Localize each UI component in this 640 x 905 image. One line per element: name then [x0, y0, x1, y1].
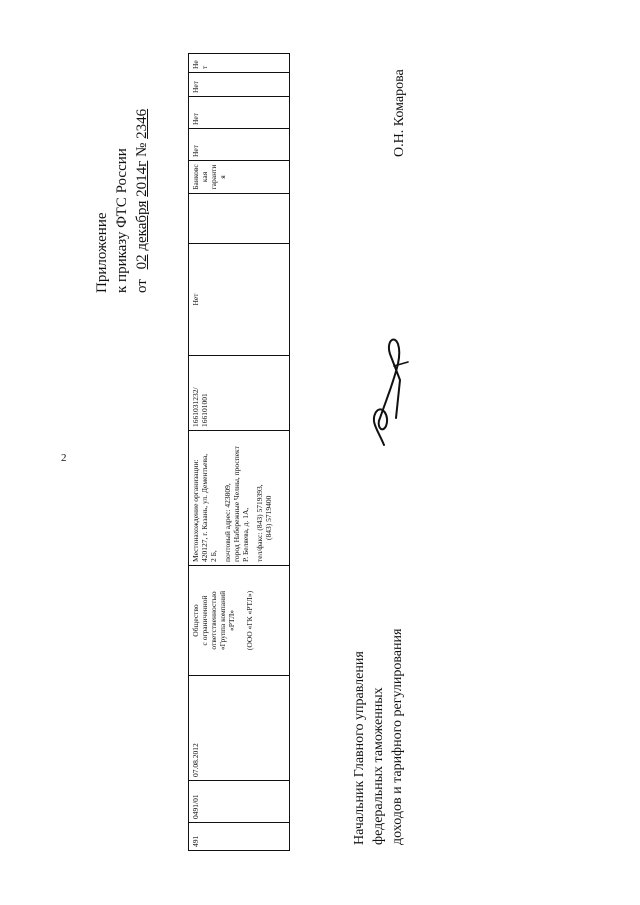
signature-line-3: доходов и тарифного регулирования: [390, 628, 405, 845]
order-number: 2346: [134, 108, 150, 139]
table-row: [189, 54, 290, 851]
cell-organization: Общество с ограниченной ответственностью «Группа компаний «РТЛ» (ООО «ГК «РТЛ»): [189, 566, 290, 676]
signature-block: [350, 629, 407, 845]
date-day: 02: [134, 254, 150, 270]
signature-line-2: федеральных таможенных: [371, 687, 386, 845]
signature-line-1: Начальник Главного управления: [352, 651, 367, 845]
date-year: 2014г: [134, 160, 150, 197]
date-month: декабря: [134, 200, 150, 251]
registry-table: [188, 53, 290, 851]
cell-inn-kpp: 1661031232/ 166101001: [189, 356, 290, 431]
cell-date: 07.08.2012: [189, 676, 290, 781]
cell-col10: Нет: [189, 97, 290, 129]
appendix-header: [92, 109, 152, 293]
cell-col12: Нет: [189, 54, 290, 73]
cell-col11: Нет: [189, 73, 290, 97]
cell-guarantee: Банковская гарантия: [189, 161, 290, 194]
appendix-order: к приказу ФТС России: [114, 148, 130, 293]
cell-col9: Нет: [189, 129, 290, 161]
cell-col6: Нет: [189, 244, 290, 356]
handwritten-signature: [356, 330, 426, 450]
date-prefix: от: [134, 279, 150, 293]
page-number: 2: [61, 452, 67, 464]
cell-col7: [189, 194, 290, 244]
cell-num: 491: [189, 823, 290, 851]
number-sign: №: [134, 142, 150, 157]
signer-name: О.Н. Комарова: [392, 69, 407, 157]
appendix-title: Приложение: [94, 212, 110, 293]
cell-reg-number: 0491/01: [189, 781, 290, 823]
cell-address: Местонахождение организации: 420127, г. Казань, ул. Дементьева, 2 Б, почтовый адрес: 423809, город Набережные Челны, проспект Р. Беляева, д. 1А, тел/факс: (843) 5719393, (843) 5719400: [189, 431, 290, 566]
appendix-date-line: [132, 109, 152, 293]
